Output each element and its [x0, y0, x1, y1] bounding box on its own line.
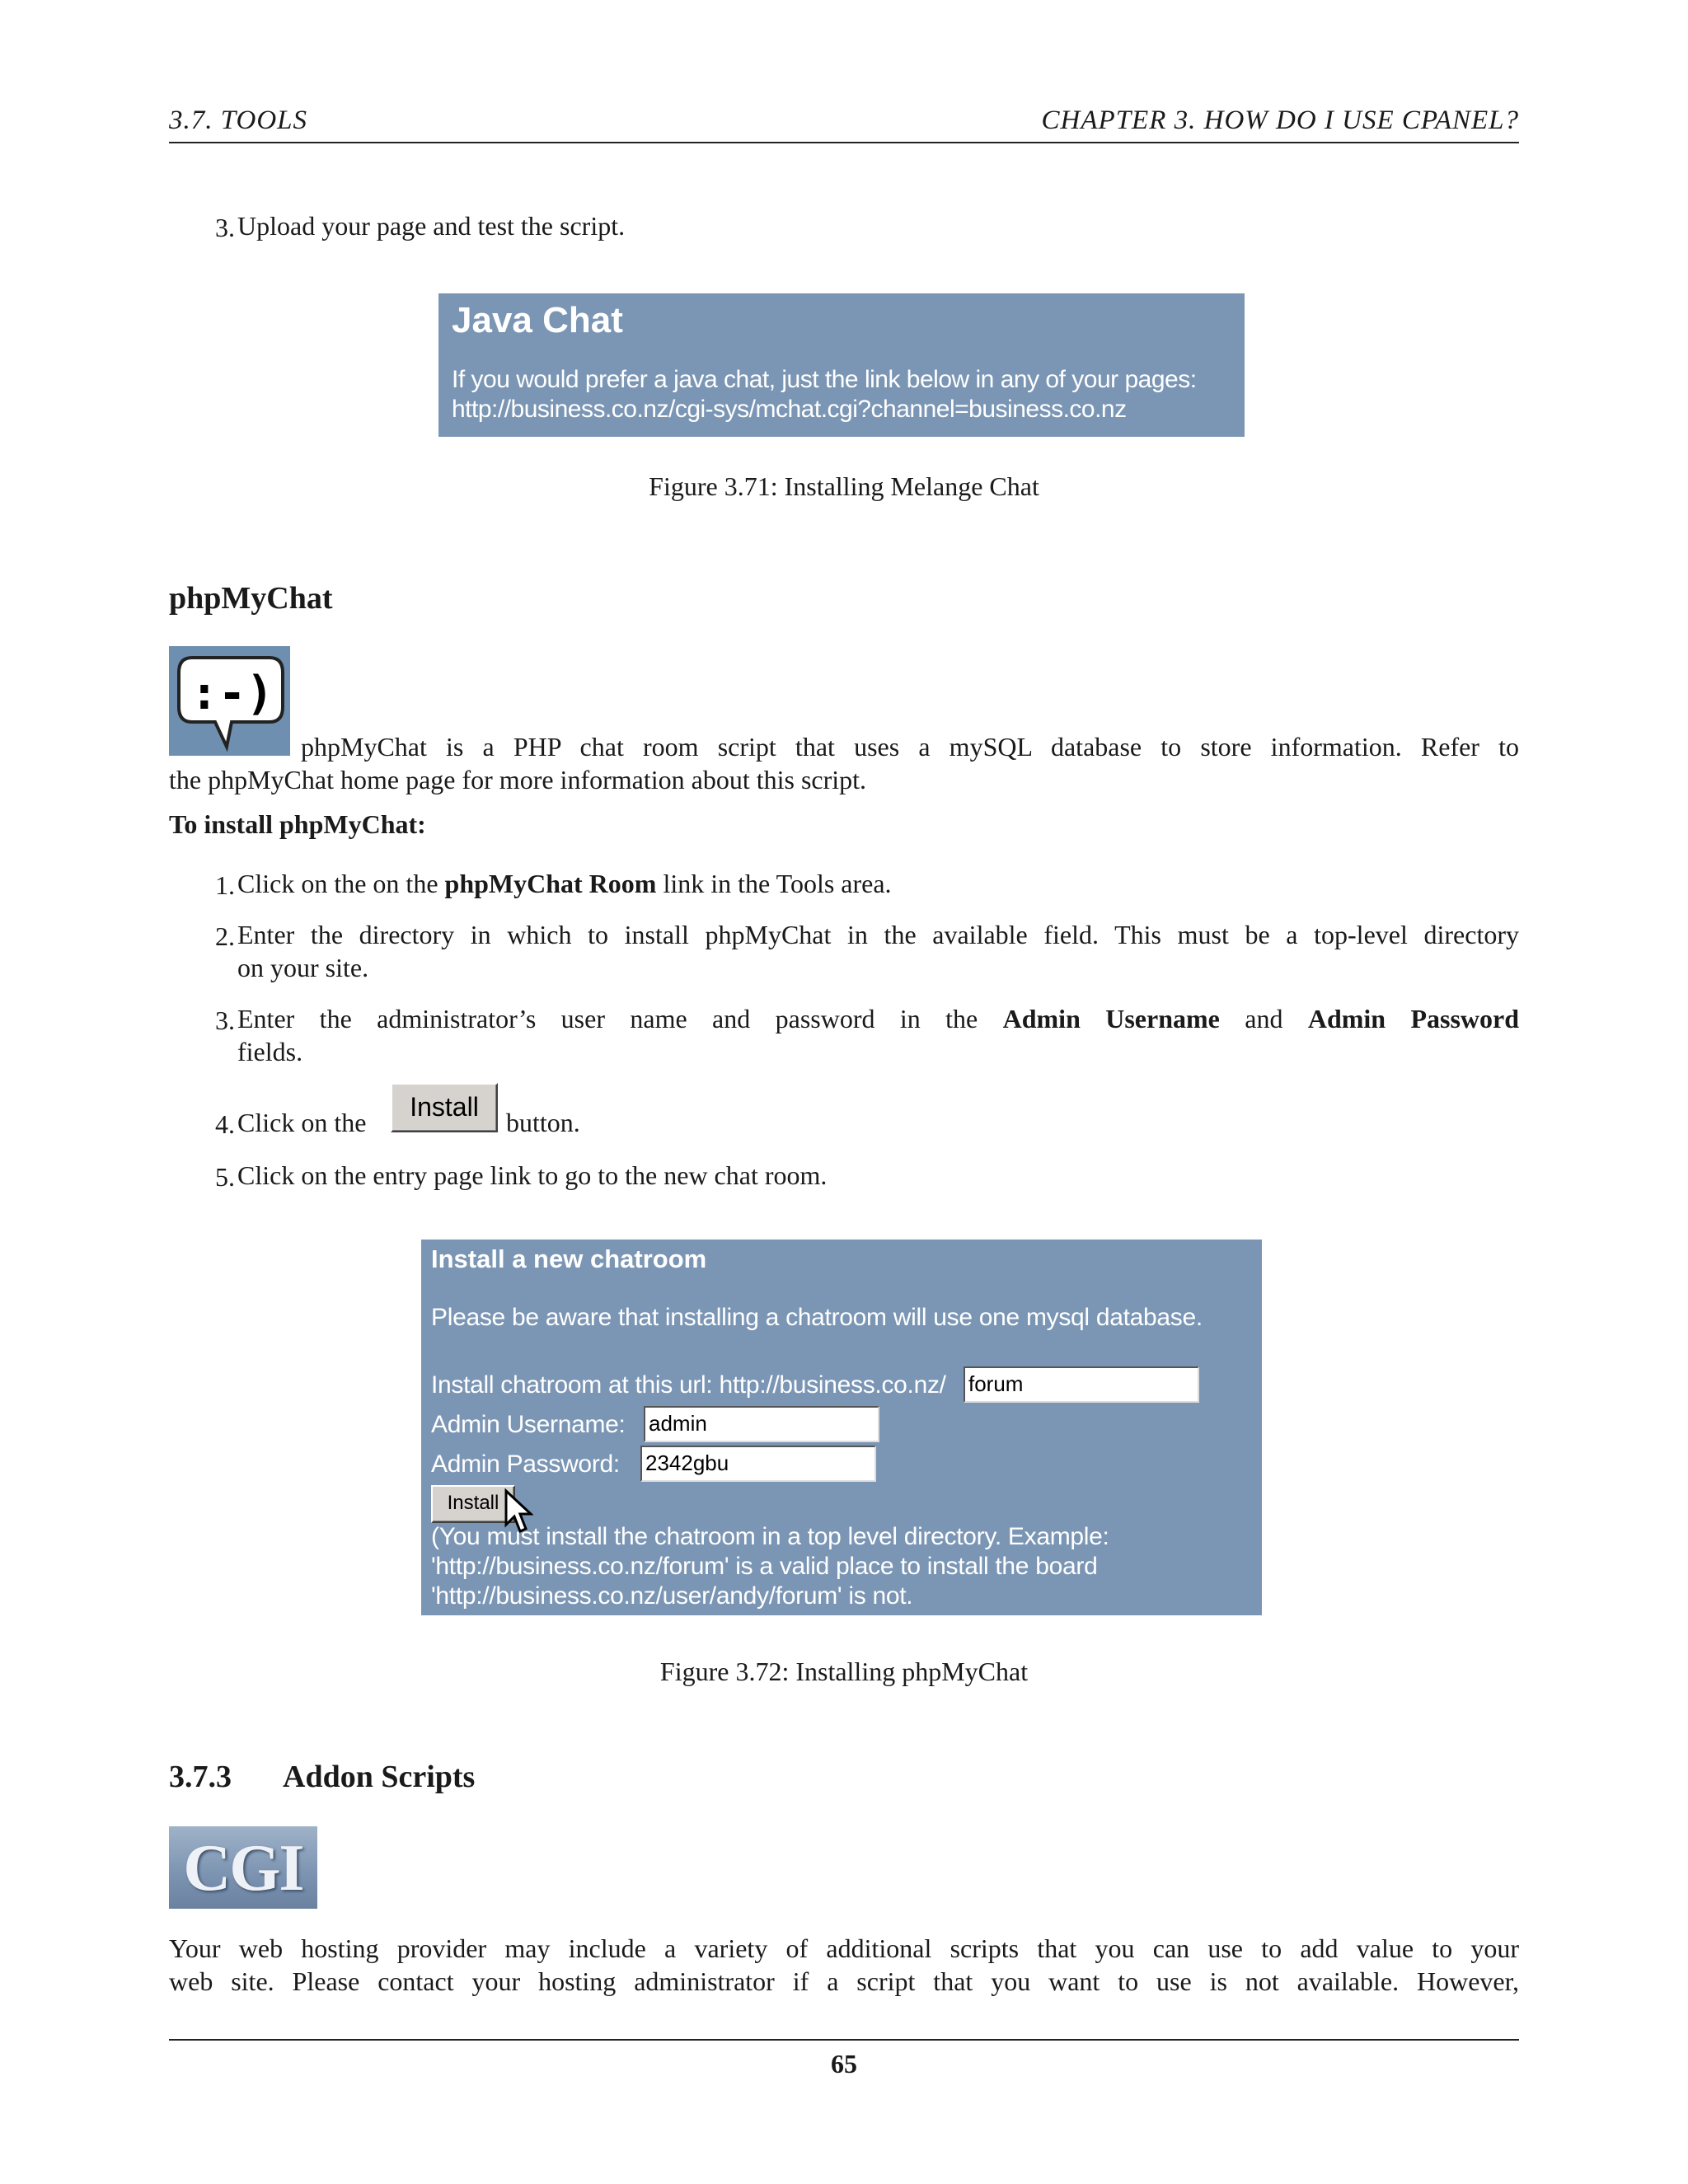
step-number: 3. [215, 213, 235, 242]
header-chapter: CHAPTER 3. HOW DO I USE CPANEL? [1041, 105, 1519, 135]
install-submit-button[interactable]: Install [431, 1485, 515, 1523]
emoticon-text: :-) [190, 667, 274, 720]
install-url-input[interactable]: forum [964, 1366, 1199, 1403]
java-chat-title: Java Chat [452, 300, 623, 340]
admin-password-input[interactable]: 2342gbu [640, 1446, 876, 1482]
install-chatroom-panel [421, 1240, 1262, 1615]
footer-rule [169, 2039, 1519, 2041]
step-number: 4. [215, 1109, 235, 1139]
page-number: 65 [831, 2049, 857, 2079]
figure-caption-372: Figure 3.72: Installing phpMyChat [659, 1657, 1029, 1686]
step-number: 2. [215, 921, 235, 951]
step-number: 5. [215, 1162, 235, 1192]
addon-paragraph-line1: Your web hosting provider may include a variety of additional scripts that you can use to add value to your [169, 1933, 1519, 1963]
step-1-text: Click on the on the phpMyChat Room link in the Tools area. [237, 869, 892, 898]
step-3-line1: Enter the administrator’s user name and password in the Admin Username and Admin Password [237, 1004, 1520, 1033]
admin-username-input[interactable]: admin [644, 1406, 879, 1442]
phpmychat-intro-line1: phpMyChat is a PHP chat room script that uses a mySQL database to store information. Refer to [301, 732, 1519, 762]
figure-caption-371: Figure 3.71: Installing Melange Chat [649, 471, 1039, 501]
install-heading: To install phpMyChat: [169, 809, 426, 839]
java-chat-panel [438, 293, 1245, 437]
install-note-line3: 'http://business.co.nz/user/andy/forum' is not. [431, 1582, 913, 1610]
section-heading-phpmychat: phpMyChat [169, 581, 333, 616]
admin-password-label: Admin Password: [431, 1451, 620, 1478]
step-text: Upload your page and test the script. [237, 211, 626, 241]
install-note-line2: 'http://business.co.nz/forum' is a valid place to install the board [431, 1553, 1098, 1580]
addon-paragraph-line2: web site. Please contact your hosting administrator if a script that you want to use is not available. However, [169, 1966, 1519, 1996]
step-2-line2: on your site. [237, 953, 369, 982]
step-3-line2: fields. [237, 1037, 303, 1066]
install-panel-title: Install a new chatroom [431, 1244, 707, 1273]
step-number: 1. [215, 870, 235, 900]
speech-bubble-icon [169, 646, 290, 756]
step-5-text: Click on the entry page link to go to the new chat room. [237, 1160, 828, 1190]
cgi-logo [169, 1826, 317, 1909]
install-panel-notice: Please be aware that installing a chatroom will use one mysql database. [431, 1304, 1203, 1331]
java-chat-instruction: If you would prefer a java chat, just the link below in any of your pages: [452, 366, 1197, 393]
phpmychat-intro-line2: the phpMyChat home page for more information about this script. [169, 765, 867, 794]
install-button-inline[interactable]: Install [391, 1083, 498, 1132]
phpmychat-icon [169, 646, 290, 756]
java-chat-url: http://business.co.nz/cgi-sys/mchat.cgi?channel=business.co.nz [452, 396, 1127, 423]
step-number: 3. [215, 1005, 235, 1035]
url-label: Install chatroom at this url: http://business.co.nz/ [431, 1371, 946, 1399]
section-heading-addon-scripts: Addon Scripts [283, 1760, 476, 1794]
phpmychat-room-link-label: phpMyChat Room [444, 869, 657, 898]
header-section: 3.7. TOOLS [169, 105, 308, 135]
running-header [169, 105, 1519, 143]
step-2-line1: Enter the directory in which to install phpMyChat in the available field. This must be a top-level directory [237, 920, 1519, 949]
install-note-line1: (You must install the chatroom in a top level directory. Example: [431, 1523, 1109, 1550]
step-4-post: button. [506, 1108, 580, 1137]
cgi-logo-text: CGI [183, 1832, 303, 1905]
section-number-373: 3.7.3 [169, 1760, 232, 1794]
step-4-text: Click on the [237, 1108, 367, 1137]
admin-username-label: Admin Username: [431, 1411, 626, 1438]
